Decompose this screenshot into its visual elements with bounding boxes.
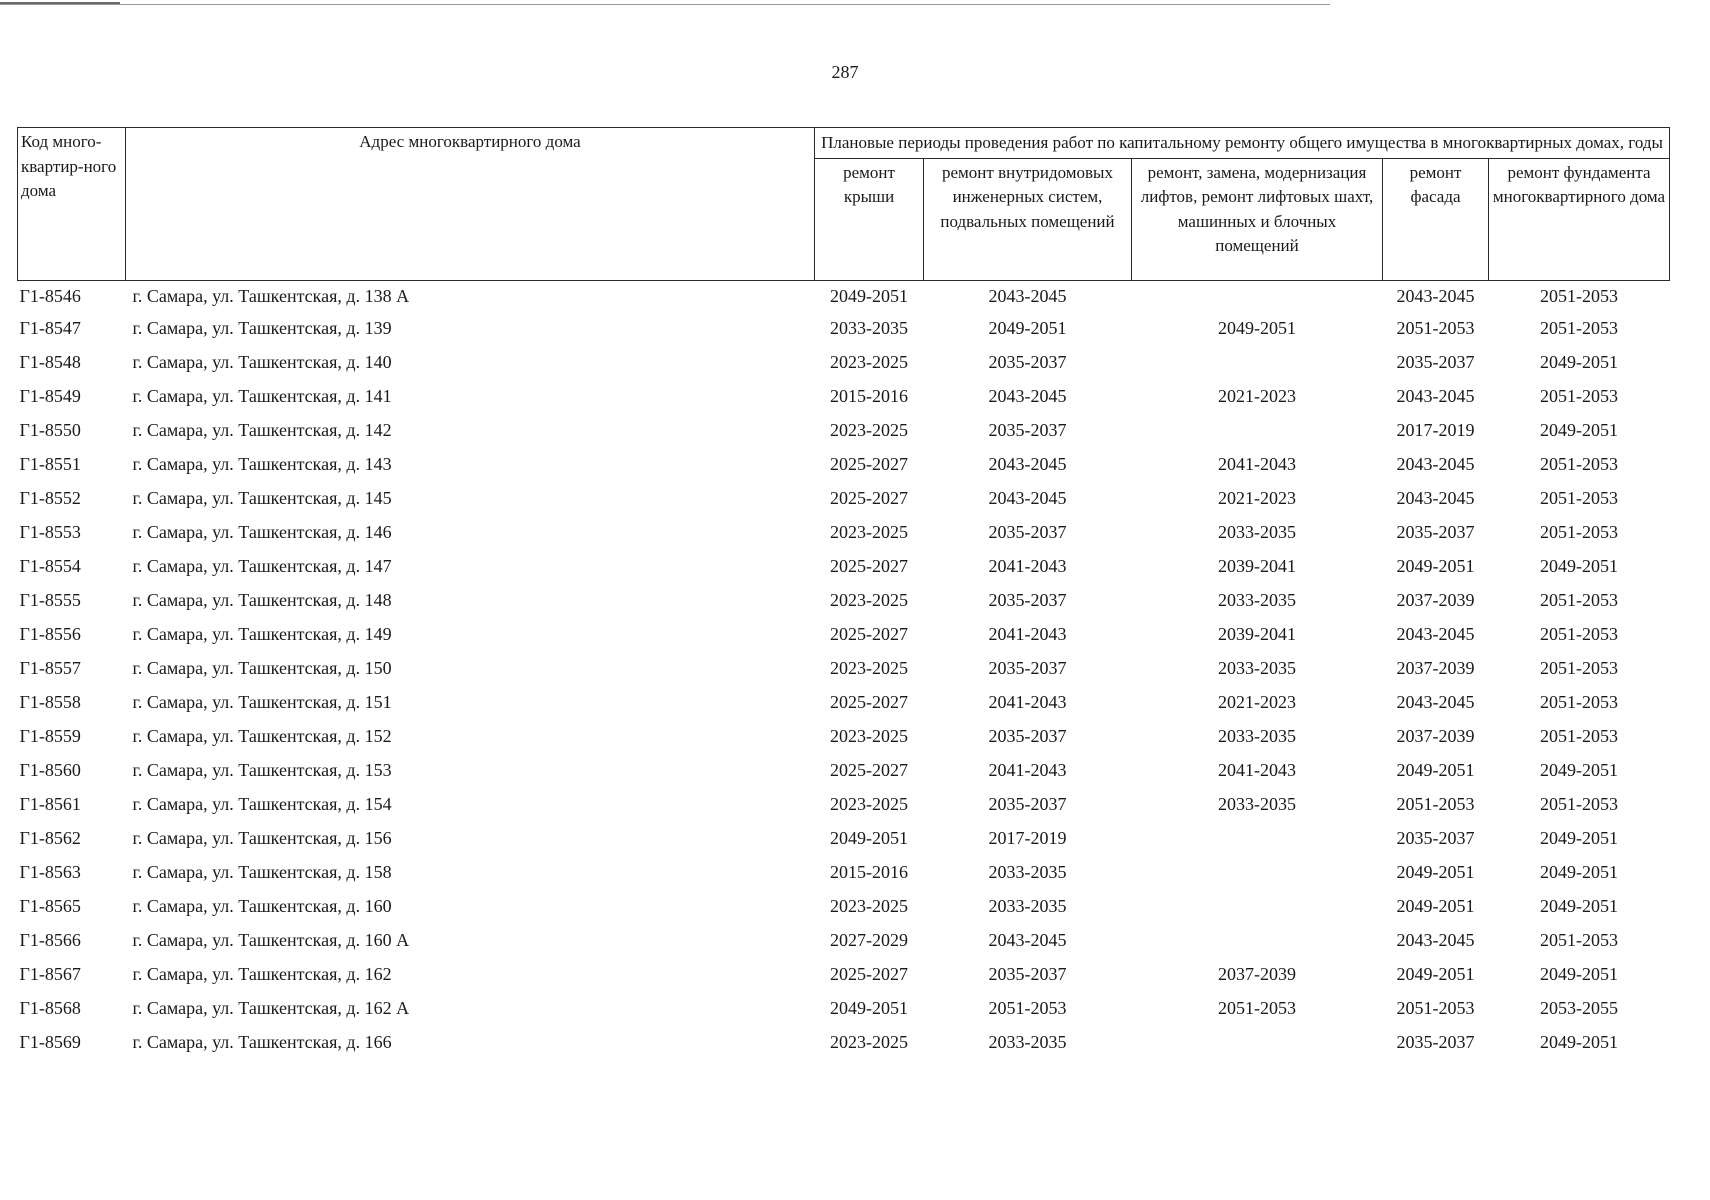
- cell-lifts: [1132, 889, 1383, 923]
- header-facade: ремонт фасада: [1383, 158, 1489, 280]
- cell-roof: 2025-2027: [830, 555, 908, 576]
- cell-facade: 2035-2037: [1396, 521, 1475, 542]
- cell-foundation: 2049-2051: [1540, 895, 1618, 916]
- cell-systems: 2035-2037: [988, 351, 1067, 372]
- table-row: [18, 719, 1670, 753]
- table-body: [18, 280, 1670, 1059]
- cell-address: г. Самара, ул. Ташкентская, д. 151: [132, 691, 392, 712]
- header-systems: ремонт внутридомовых инженерных систем, подвальных помещений: [924, 158, 1132, 280]
- cell-code: Г1-8558: [19, 691, 81, 712]
- cell-lifts: 2033-2035: [1218, 793, 1296, 814]
- cell-address: г. Самара, ул. Ташкентская, д. 141: [132, 385, 392, 406]
- cell-foundation: 2051-2053: [1540, 317, 1618, 338]
- cell-address: г. Самара, ул. Ташкентская, д. 162: [132, 963, 392, 984]
- header-roof: ремонт крыши: [815, 158, 924, 280]
- header-planned-periods: Плановые периоды проведения работ по капитальному ремонту общего имущества в многоквартирных домах, годы: [815, 128, 1670, 159]
- cell-systems: 2035-2037: [988, 657, 1067, 678]
- cell-lifts: 2033-2035: [1218, 589, 1296, 610]
- cell-systems: 2033-2035: [988, 861, 1067, 882]
- cell-address: г. Самара, ул. Ташкентская, д. 138 А: [132, 285, 410, 306]
- cell-roof: 2049-2051: [830, 285, 908, 306]
- cell-address: г. Самара, ул. Ташкентская, д. 145: [132, 487, 392, 508]
- cell-address: г. Самара, ул. Ташкентская, д. 160: [132, 895, 392, 916]
- cell-roof: 2025-2027: [830, 963, 908, 984]
- cell-address: г. Самара, ул. Ташкентская, д. 146: [132, 521, 392, 542]
- header-lifts: ремонт, замена, модернизация лифтов, ремонт лифтовых шахт, машинных и блочных помещений: [1132, 158, 1383, 280]
- table-row: [18, 855, 1670, 889]
- cell-foundation: 2049-2051: [1540, 963, 1618, 984]
- cell-address: г. Самара, ул. Ташкентская, д. 162 А: [132, 997, 410, 1018]
- cell-foundation: 2051-2053: [1540, 285, 1618, 306]
- table-row: [18, 345, 1670, 379]
- cell-lifts: 2041-2043: [1218, 453, 1296, 474]
- table-row: [18, 821, 1670, 855]
- cell-code: Г1-8556: [19, 623, 81, 644]
- table-row: [18, 447, 1670, 481]
- cell-foundation: 2051-2053: [1540, 657, 1618, 678]
- cell-systems: 2035-2037: [988, 419, 1067, 440]
- cell-foundation: 2051-2053: [1540, 929, 1618, 950]
- table-row: [18, 280, 1670, 311]
- cell-facade: 2037-2039: [1396, 589, 1475, 610]
- capital-repair-schedule-table: [17, 127, 1670, 1059]
- table-row: [18, 651, 1670, 685]
- cell-code: Г1-8553: [19, 521, 81, 542]
- top-edge-line: [0, 4, 1330, 5]
- cell-roof: 2033-2035: [830, 317, 908, 338]
- table-row: [18, 379, 1670, 413]
- cell-code: Г1-8561: [19, 793, 81, 814]
- cell-address: г. Самара, ул. Ташкентская, д. 140: [132, 351, 392, 372]
- cell-systems: 2035-2037: [988, 589, 1067, 610]
- cell-systems: 2035-2037: [988, 963, 1067, 984]
- cell-roof: 2025-2027: [830, 691, 908, 712]
- cell-address: г. Самара, ул. Ташкентская, д. 152: [132, 725, 392, 746]
- header-foundation: ремонт фундамента многоквартирного дома: [1489, 158, 1670, 280]
- cell-systems: 2043-2045: [988, 487, 1067, 508]
- cell-facade: 2051-2053: [1396, 317, 1475, 338]
- cell-foundation: 2051-2053: [1540, 453, 1618, 474]
- cell-foundation: 2051-2053: [1540, 487, 1618, 508]
- cell-lifts: [1132, 855, 1383, 889]
- cell-roof: 2023-2025: [830, 793, 908, 814]
- cell-facade: 2043-2045: [1396, 487, 1475, 508]
- cell-facade: 2037-2039: [1396, 657, 1475, 678]
- cell-lifts: [1132, 413, 1383, 447]
- cell-lifts: 2021-2023: [1218, 691, 1296, 712]
- cell-systems: 2043-2045: [988, 285, 1067, 306]
- cell-lifts: 2033-2035: [1218, 725, 1296, 746]
- table-row: [18, 583, 1670, 617]
- cell-address: г. Самара, ул. Ташкентская, д. 154: [132, 793, 392, 814]
- cell-foundation: 2051-2053: [1540, 521, 1618, 542]
- table-row: [18, 923, 1670, 957]
- cell-code: Г1-8562: [19, 827, 81, 848]
- cell-facade: 2043-2045: [1396, 385, 1475, 406]
- cell-roof: 2023-2025: [830, 1031, 908, 1052]
- cell-foundation: 2049-2051: [1540, 555, 1618, 576]
- cell-code: Г1-8567: [19, 963, 81, 984]
- cell-code: Г1-8551: [19, 453, 81, 474]
- cell-code: Г1-8555: [19, 589, 81, 610]
- cell-facade: 2051-2053: [1396, 793, 1475, 814]
- cell-lifts: 2039-2041: [1218, 555, 1296, 576]
- cell-roof: 2049-2051: [830, 997, 908, 1018]
- cell-code: Г1-8550: [19, 419, 81, 440]
- cell-lifts: 2037-2039: [1218, 963, 1296, 984]
- cell-code: Г1-8554: [19, 555, 81, 576]
- cell-roof: 2015-2016: [830, 861, 908, 882]
- cell-code: Г1-8548: [19, 351, 81, 372]
- cell-address: г. Самара, ул. Ташкентская, д. 150: [132, 657, 392, 678]
- table-row: [18, 1025, 1670, 1059]
- cell-roof: 2023-2025: [830, 521, 908, 542]
- cell-facade: 2043-2045: [1396, 285, 1475, 306]
- cell-code: Г1-8560: [19, 759, 81, 780]
- cell-lifts: 2041-2043: [1218, 759, 1296, 780]
- cell-facade: 2035-2037: [1396, 1031, 1475, 1052]
- cell-address: г. Самара, ул. Ташкентская, д. 160 А: [132, 929, 410, 950]
- cell-roof: 2027-2029: [830, 929, 908, 950]
- table-row: [18, 617, 1670, 651]
- cell-code: Г1-8549: [19, 385, 81, 406]
- cell-systems: 2041-2043: [988, 691, 1067, 712]
- cell-lifts: 2021-2023: [1218, 487, 1296, 508]
- cell-roof: 2023-2025: [830, 657, 908, 678]
- cell-address: г. Самара, ул. Ташкентская, д. 139: [132, 317, 392, 338]
- cell-roof: 2049-2051: [830, 827, 908, 848]
- cell-facade: 2049-2051: [1396, 555, 1475, 576]
- table-row: [18, 889, 1670, 923]
- cell-roof: 2025-2027: [830, 453, 908, 474]
- cell-address: г. Самара, ул. Ташкентская, д. 149: [132, 623, 392, 644]
- cell-lifts: [1132, 345, 1383, 379]
- cell-roof: 2023-2025: [830, 351, 908, 372]
- cell-facade: 2043-2045: [1396, 623, 1475, 644]
- table-row: [18, 991, 1670, 1025]
- cell-foundation: 2051-2053: [1540, 725, 1618, 746]
- cell-lifts: 2051-2053: [1218, 997, 1296, 1018]
- cell-foundation: 2051-2053: [1540, 691, 1618, 712]
- table-row: [18, 413, 1670, 447]
- cell-systems: 2035-2037: [988, 725, 1067, 746]
- cell-lifts: 2021-2023: [1218, 385, 1296, 406]
- cell-roof: 2023-2025: [830, 895, 908, 916]
- table-row: [18, 311, 1670, 345]
- cell-lifts: [1132, 923, 1383, 957]
- cell-foundation: 2049-2051: [1540, 827, 1618, 848]
- cell-code: Г1-8547: [19, 317, 81, 338]
- cell-address: г. Самара, ул. Ташкентская, д. 143: [132, 453, 392, 474]
- cell-lifts: [1132, 280, 1383, 311]
- cell-systems: 2041-2043: [988, 555, 1067, 576]
- table-row: [18, 515, 1670, 549]
- table-row: [18, 753, 1670, 787]
- cell-lifts: 2033-2035: [1218, 521, 1296, 542]
- cell-roof: 2023-2025: [830, 725, 908, 746]
- cell-roof: 2023-2025: [830, 419, 908, 440]
- cell-facade: 2037-2039: [1396, 725, 1475, 746]
- cell-foundation: 2049-2051: [1540, 1031, 1618, 1052]
- cell-facade: 2035-2037: [1396, 351, 1475, 372]
- cell-systems: 2043-2045: [988, 385, 1067, 406]
- cell-address: г. Самара, ул. Ташкентская, д. 148: [132, 589, 392, 610]
- cell-roof: 2025-2027: [830, 759, 908, 780]
- cell-foundation: 2051-2053: [1540, 589, 1618, 610]
- cell-lifts: 2049-2051: [1218, 317, 1296, 338]
- cell-code: Г1-8552: [19, 487, 81, 508]
- cell-systems: 2041-2043: [988, 759, 1067, 780]
- cell-roof: 2015-2016: [830, 385, 908, 406]
- cell-systems: 2033-2035: [988, 1031, 1067, 1052]
- cell-facade: 2049-2051: [1396, 963, 1475, 984]
- cell-lifts: 2033-2035: [1218, 657, 1296, 678]
- cell-systems: 2017-2019: [988, 827, 1067, 848]
- cell-code: Г1-8569: [19, 1031, 81, 1052]
- cell-foundation: 2051-2053: [1540, 793, 1618, 814]
- cell-facade: 2049-2051: [1396, 895, 1475, 916]
- table-row: [18, 685, 1670, 719]
- cell-facade: 2043-2045: [1396, 929, 1475, 950]
- cell-foundation: 2049-2051: [1540, 351, 1618, 372]
- cell-systems: 2049-2051: [988, 317, 1067, 338]
- cell-code: Г1-8546: [19, 285, 81, 306]
- cell-code: Г1-8565: [19, 895, 81, 916]
- cell-address: г. Самара, ул. Ташкентская, д. 158: [132, 861, 392, 882]
- cell-foundation: 2049-2051: [1540, 419, 1618, 440]
- cell-roof: 2023-2025: [830, 589, 908, 610]
- cell-address: г. Самара, ул. Ташкентская, д. 147: [132, 555, 392, 576]
- cell-systems: 2033-2035: [988, 895, 1067, 916]
- table-row: [18, 481, 1670, 515]
- table-row: [18, 549, 1670, 583]
- cell-systems: 2043-2045: [988, 453, 1067, 474]
- cell-foundation: 2049-2051: [1540, 759, 1618, 780]
- cell-address: г. Самара, ул. Ташкентская, д. 142: [132, 419, 392, 440]
- cell-systems: 2035-2037: [988, 521, 1067, 542]
- cell-roof: 2025-2027: [830, 487, 908, 508]
- cell-address: г. Самара, ул. Ташкентская, д. 156: [132, 827, 392, 848]
- table-row: [18, 787, 1670, 821]
- cell-lifts: [1132, 1025, 1383, 1059]
- cell-facade: 2043-2045: [1396, 691, 1475, 712]
- cell-lifts: 2039-2041: [1218, 623, 1296, 644]
- cell-facade: 2017-2019: [1396, 419, 1475, 440]
- cell-systems: 2035-2037: [988, 793, 1067, 814]
- cell-code: Г1-8568: [19, 997, 81, 1018]
- cell-systems: 2043-2045: [988, 929, 1067, 950]
- cell-code: Г1-8557: [19, 657, 81, 678]
- header-address: Адрес многоквартирного дома: [126, 128, 815, 281]
- cell-foundation: 2049-2051: [1540, 861, 1618, 882]
- cell-code: Г1-8563: [19, 861, 81, 882]
- cell-systems: 2051-2053: [988, 997, 1067, 1018]
- header-code: Код много-квартир-ного дома: [18, 128, 126, 281]
- cell-foundation: 2051-2053: [1540, 385, 1618, 406]
- page-number: 287: [831, 62, 859, 82]
- cell-foundation: 2051-2053: [1540, 623, 1618, 644]
- cell-facade: 2049-2051: [1396, 759, 1475, 780]
- cell-facade: 2051-2053: [1396, 997, 1475, 1018]
- table-row: [18, 957, 1670, 991]
- cell-facade: 2043-2045: [1396, 453, 1475, 474]
- table-header: [18, 128, 1670, 281]
- cell-facade: 2049-2051: [1396, 861, 1475, 882]
- cell-address: г. Самара, ул. Ташкентская, д. 153: [132, 759, 392, 780]
- cell-address: г. Самара, ул. Ташкентская, д. 166: [132, 1031, 392, 1052]
- cell-code: Г1-8566: [19, 929, 81, 950]
- cell-lifts: [1132, 821, 1383, 855]
- cell-foundation: 2053-2055: [1540, 997, 1618, 1018]
- cell-code: Г1-8559: [19, 725, 81, 746]
- cell-roof: 2025-2027: [830, 623, 908, 644]
- cell-systems: 2041-2043: [988, 623, 1067, 644]
- cell-facade: 2035-2037: [1396, 827, 1475, 848]
